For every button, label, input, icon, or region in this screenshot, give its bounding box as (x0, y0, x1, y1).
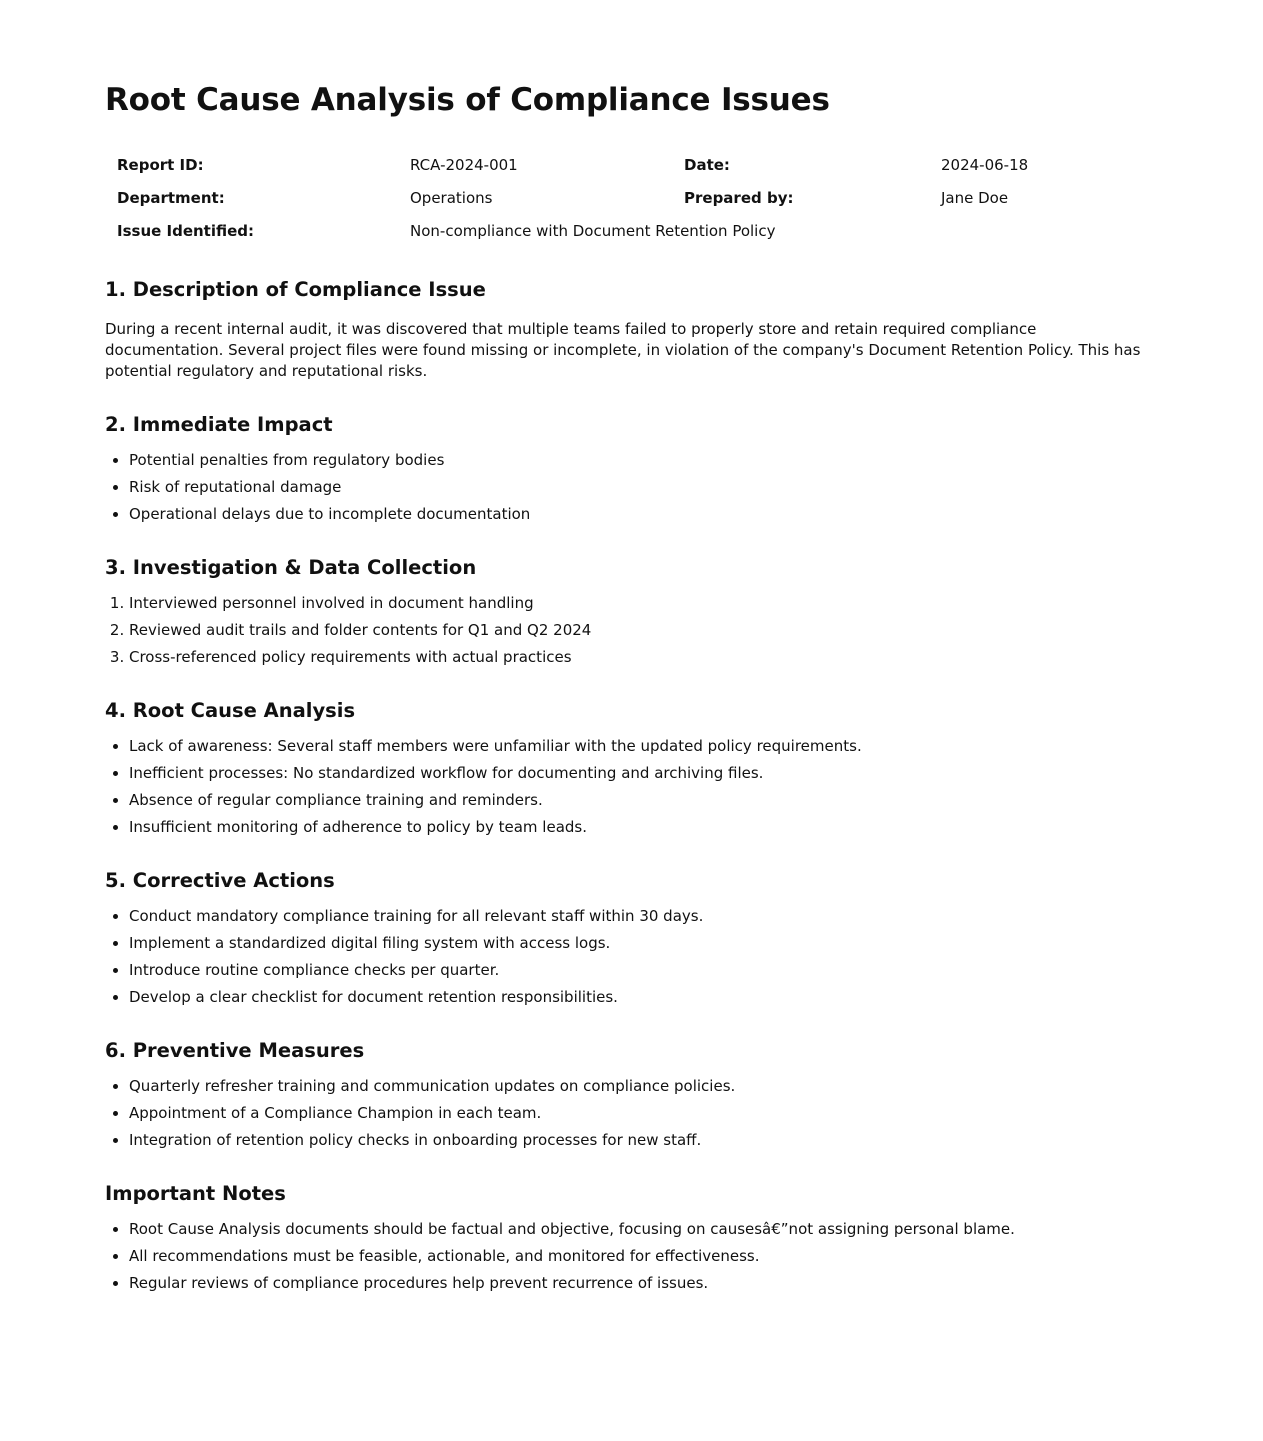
list-item: • Lack of awareness: Several staff members were unfamiliar with the updated policy requirements. (129, 736, 1155, 757)
important-notes-list (105, 1219, 1155, 1294)
list-item: • All recommendations must be feasible, actionable, and monitored for effectiveness. (129, 1246, 1155, 1267)
section-impact (105, 412, 1155, 525)
corrective-actions-list (105, 906, 1155, 1008)
list-item: • Quarterly refresher training and communication updates on compliance policies. (129, 1076, 1155, 1097)
section-root-cause (105, 698, 1155, 838)
list-item: 1. Interviewed personnel involved in document handling (129, 593, 1155, 614)
department-label: Department: (117, 188, 225, 207)
meta-row (105, 214, 1155, 247)
report-id-value: RCA-2024-001 (410, 155, 518, 174)
section-heading: Important Notes (105, 1182, 286, 1205)
preventive-measures-list (105, 1076, 1155, 1151)
section-heading: 4. Root Cause Analysis (105, 699, 356, 722)
list-item: • Insufficient monitoring of adherence to policy by team leads. (129, 817, 1155, 838)
section-heading: 1. Description of Compliance Issue (105, 278, 486, 301)
section-heading: 6. Preventive Measures (105, 1039, 365, 1062)
issue-identified-label: Issue Identified: (117, 221, 255, 240)
list-item: • Potential penalties from regulatory bodies (129, 450, 1155, 471)
list-item: • Risk of reputational damage (129, 477, 1155, 498)
list-item: • Absence of regular compliance training and reminders. (129, 790, 1155, 811)
meta-row (105, 181, 1155, 214)
report-meta-table (105, 148, 1155, 247)
impact-list (105, 450, 1155, 525)
date-label: Date: (684, 155, 730, 174)
page-title: Root Cause Analysis of Compliance Issues (105, 82, 830, 118)
list-item: • Appointment of a Compliance Champion in each team. (129, 1103, 1155, 1124)
list-item: 2. Reviewed audit trails and folder contents for Q1 and Q2 2024 (129, 620, 1155, 641)
date-value: 2024-06-18 (941, 155, 1029, 174)
section-heading: 5. Corrective Actions (105, 869, 335, 892)
section-preventive-measures (105, 1038, 1155, 1151)
document-content (105, 80, 1155, 1300)
root-cause-list (105, 736, 1155, 838)
section-important-notes (105, 1181, 1155, 1294)
list-item: • Develop a clear checklist for document retention responsibilities. (129, 987, 1155, 1008)
list-item: • Inefficient processes: No standardized workflow for documenting and archiving files. (129, 763, 1155, 784)
list-item: • Regular reviews of compliance procedures help prevent recurrence of issues. (129, 1273, 1155, 1294)
list-item: • Conduct mandatory compliance training for all relevant staff within 30 days. (129, 906, 1155, 927)
investigation-list (105, 593, 1155, 668)
list-item: • Root Cause Analysis documents should be factual and objective, focusing on causesâ€”not assigning personal blame. (129, 1219, 1155, 1240)
list-item: • Integration of retention policy checks in onboarding processes for new staff. (129, 1130, 1155, 1151)
list-item: • Implement a standardized digital filing system with access logs. (129, 933, 1155, 954)
section-description (105, 277, 1155, 382)
section-heading: 3. Investigation & Data Collection (105, 556, 477, 579)
list-item: • Operational delays due to incomplete documentation (129, 504, 1155, 525)
issue-identified-value: Non-compliance with Document Retention Policy (410, 221, 776, 240)
section-investigation (105, 555, 1155, 668)
description-text: During a recent internal audit, it was discovered that multiple teams failed to properly store and retain required compliance documentation. Several project files were found missing or incomplete, in violation of the company's Document Retention Policy. This has potential regulatory and reputational risks. (105, 320, 1141, 380)
list-item: • Introduce routine compliance checks per quarter. (129, 960, 1155, 981)
prepared-by-value: Jane Doe (941, 188, 1009, 207)
list-item: 3. Cross-referenced policy requirements with actual practices (129, 647, 1155, 668)
prepared-by-label: Prepared by: (684, 188, 794, 207)
meta-row (105, 148, 1155, 181)
section-heading: 2. Immediate Impact (105, 413, 333, 436)
section-corrective-actions (105, 868, 1155, 1008)
report-id-label: Report ID: (117, 155, 204, 174)
department-value: Operations (410, 188, 493, 207)
